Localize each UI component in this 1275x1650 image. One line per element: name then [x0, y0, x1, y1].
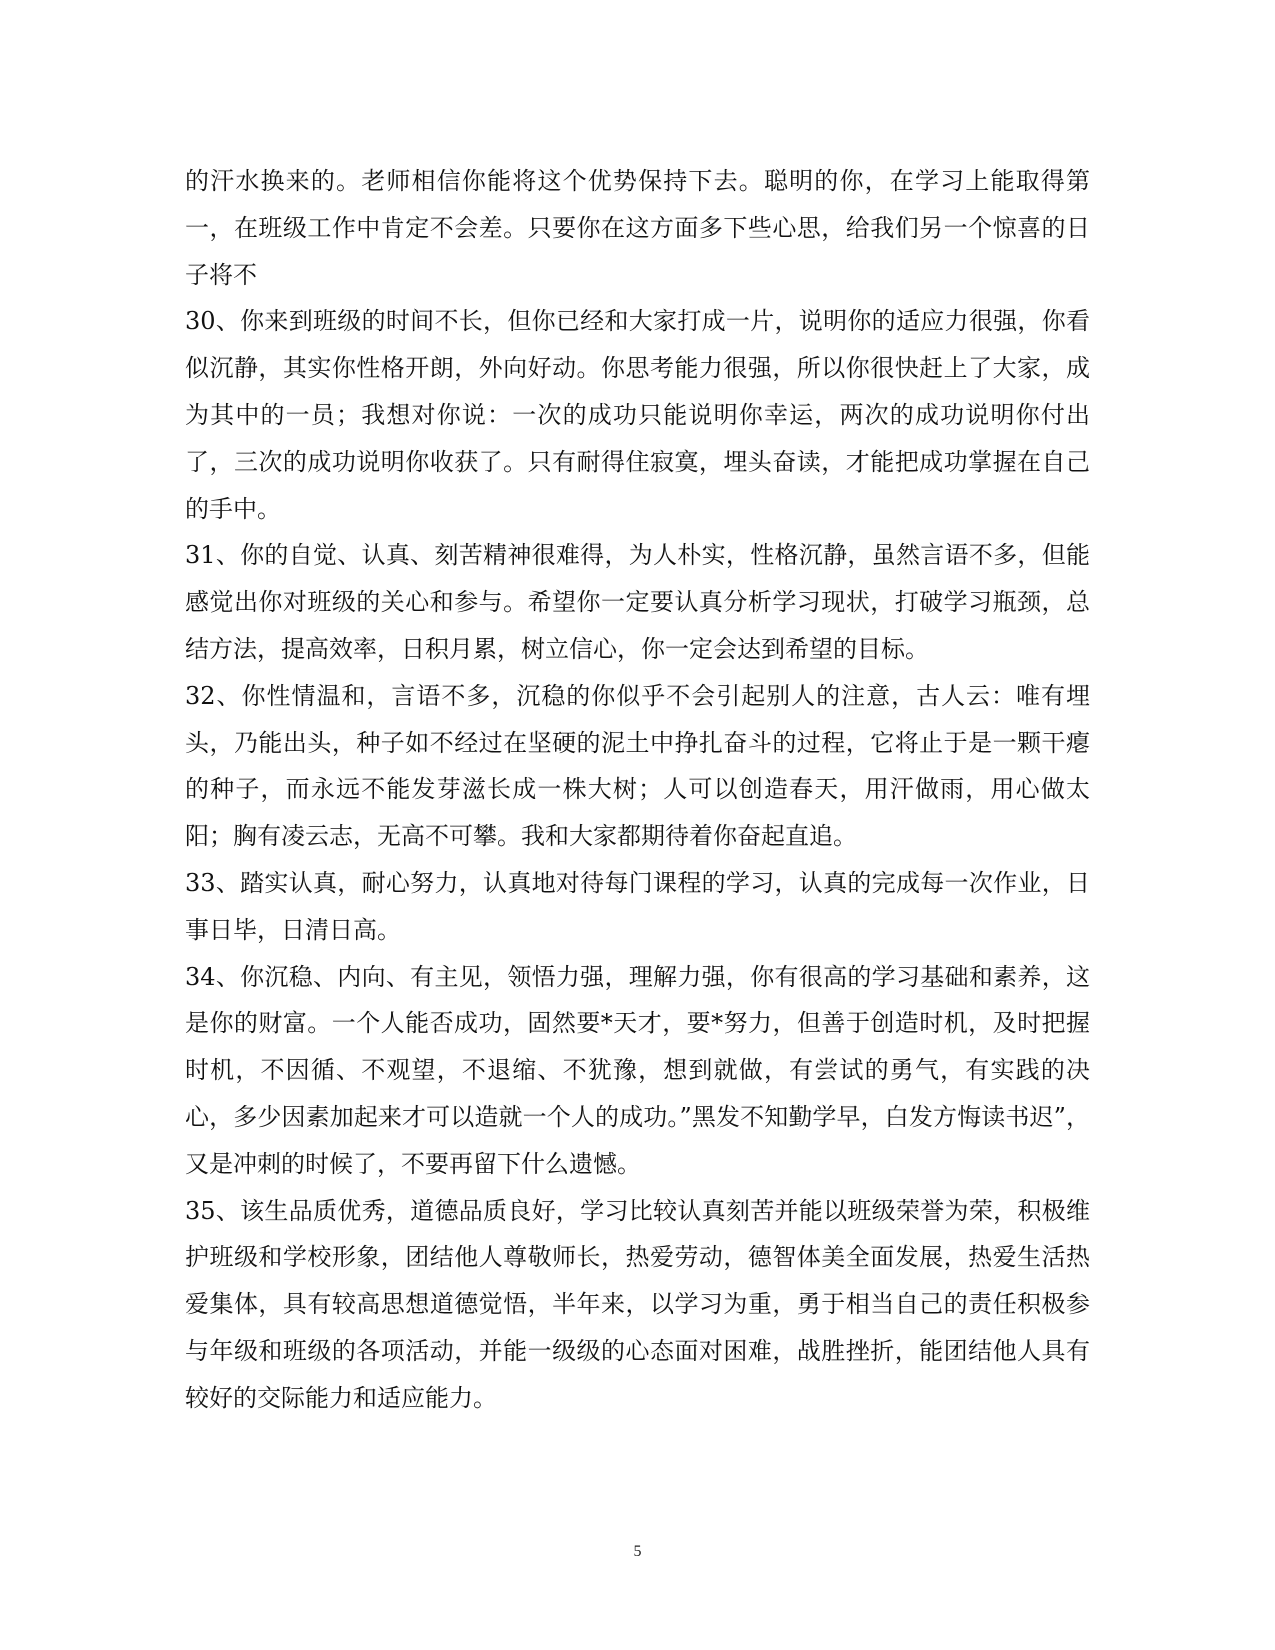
paragraph-continued: 的汗水换来的。老师相信你能将这个优势保持下去。聪明的你，在学习上能取得第一，在班级工作中肯定不会差。只要你在这方面多下些心思，给我们另一个惊喜的日子将不: [185, 167, 1090, 289]
paragraph-comment-32: 32、你性情温和，言语不多，沉稳的你似乎不会引起别人的注意，古人云：唯有埋头，乃能出头，种子如不经过在坚硬的泥土中挣扎奋斗的过程，它将止于是一颗干瘪的种子，而永远不能发芽滋长成一株大树；人可以创造春天，用汗做雨，用心做太阳；胸有凌云志，无高不可攀。我和大家都期待着你奋起直追。: [185, 681, 1090, 851]
document-body: [185, 158, 1090, 1422]
paragraph-comment-31: 31、你的自觉、认真、刻苦精神很难得，为人朴实，性格沉静，虽然言语不多，但能感觉出你对班级的关心和参与。希望你一定要认真分析学习现状，打破学习瓶颈，总结方法，提高效率，日积月累，树立信心，你一定会达到希望的目标。: [185, 541, 1090, 663]
paragraph-comment-34: 34、你沉稳、内向、有主见，领悟力强，理解力强，你有很高的学习基础和素养，这是你的财富。一个人能否成功，固然要*天才，要*努力，但善于创造时机，及时把握时机，不因循、不观望，不退缩、不犹豫，想到就做，有尝试的勇气，有实践的决心，多少因素加起来才可以造就一个人的成功。”黑发不知勤学早，白发方悔读书迟”，又是冲刺的时候了，不要再留下什么遗憾。: [185, 962, 1090, 1178]
paragraph-comment-30: 30、你来到班级的时间不长，但你已经和大家打成一片，说明你的适应力很强，你看似沉静，其实你性格开朗，外向好动。你思考能力很强，所以你很快赶上了大家，成为其中的一员；我想对你说：一次的成功只能说明你幸运，两次的成功说明你付出了，三次的成功说明你收获了。只有耐得住寂寞，埋头奋读，才能把成功掌握在自己的手中。: [185, 307, 1090, 523]
paragraph-comment-33: 33、踏实认真，耐心努力，认真地对待每门课程的学习，认真的完成每一次作业，日事日毕，日清日高。: [185, 868, 1090, 944]
paragraph-comment-35: 35、该生品质优秀，道德品质良好，学习比较认真刻苦并能以班级荣誉为荣，积极维护班级和学校形象，团结他人尊敬师长，热爱劳动，德智体美全面发展，热爱生活热爱集体，具有较高思想道德觉悟，半年来，以学习为重，勇于相当自己的责任积极参与年级和班级的各项活动，并能一级级的心态面对困难，战胜挫折，能团结他人具有较好的交际能力和适应能力。: [185, 1196, 1090, 1412]
page-number: 5: [633, 1543, 642, 1560]
